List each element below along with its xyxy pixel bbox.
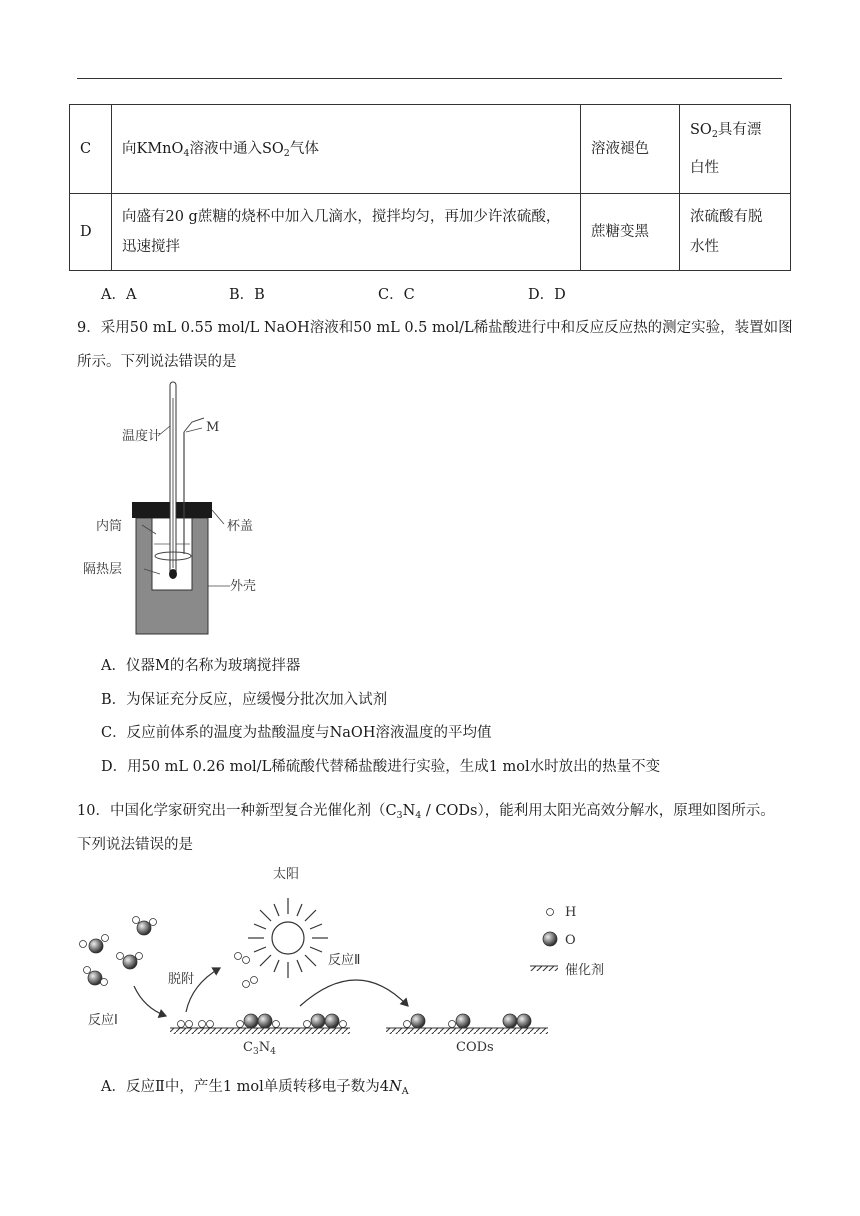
q10-stem: 10．中国化学家研究出一种新型复合光催化剂（$C_3N_4$ / CODs），能利用太阳光高效分解水，原理如图所示。 下列说法错误的是 bbox=[77, 803, 775, 853]
adsorbed-hydrogen-peroxide bbox=[304, 1014, 347, 1028]
row-option-label: D bbox=[70, 194, 112, 271]
cods-catalyst-surface bbox=[386, 1028, 548, 1034]
q9-option-c[interactable]: C．反应前体系的温度为盐酸温度与NaOH溶液温度的平均值 bbox=[101, 725, 492, 741]
hydrogen-atom-icon bbox=[547, 909, 554, 916]
legend bbox=[530, 905, 604, 978]
hydrogen-molecule bbox=[235, 953, 250, 964]
adsorbed-hydroxyl bbox=[404, 1014, 426, 1028]
experiment-table bbox=[69, 104, 791, 271]
choice-d[interactable]: D．D bbox=[528, 287, 566, 303]
adsorbed-hydrogen bbox=[178, 1021, 214, 1028]
reaction1-arrow bbox=[134, 986, 166, 1016]
row-option-label: C bbox=[70, 105, 112, 194]
label-thermometer: 温度计 bbox=[122, 429, 162, 444]
sun-icon bbox=[248, 898, 328, 978]
calorimeter-figure bbox=[83, 378, 300, 640]
row-phenomenon: 溶液褪色 bbox=[581, 105, 680, 194]
label-sun: 太阳 bbox=[273, 867, 300, 882]
label-shell: 外壳 bbox=[230, 579, 257, 594]
water-molecule bbox=[117, 953, 143, 970]
choice-c[interactable]: C．C bbox=[378, 287, 415, 303]
table-row bbox=[70, 194, 791, 271]
oxygen-atom-icon bbox=[543, 932, 557, 946]
choice-b[interactable]: B．B bbox=[229, 287, 265, 303]
label-c3n4: $C_3N_4$ bbox=[243, 1040, 276, 1057]
catalyst-icon bbox=[530, 966, 558, 971]
q10-option-a[interactable]: A．反应Ⅱ中，产生1 mol单质转移电子数为$4N_A$ bbox=[101, 1079, 409, 1097]
label-cods: CODs bbox=[456, 1040, 494, 1055]
q9-stem: 9．采用50 mL 0.55 mol/L NaOH溶液和50 mL 0.5 mol/L稀盐酸进行中和反应反应热的测定实验，装置如图 所示。下列说法错误的是 bbox=[77, 320, 793, 370]
table-row bbox=[70, 105, 791, 194]
legend-h: H bbox=[565, 905, 577, 920]
legend-o: O bbox=[565, 933, 576, 948]
label-reaction2: 反应Ⅱ bbox=[328, 953, 361, 968]
water-molecule bbox=[133, 917, 157, 936]
reaction2-arrow bbox=[300, 980, 408, 1006]
water-molecule bbox=[84, 967, 108, 986]
photocatalysis-figure bbox=[68, 858, 628, 1068]
q9-option-a[interactable]: A．仪器M的名称为玻璃搅拌器 bbox=[101, 658, 301, 674]
label-lid: 杯盖 bbox=[227, 519, 254, 534]
q9-option-d[interactable]: D．用50 mL 0.26 mol/L稀硫酸代替稀盐酸进行实验，生成1 mol水时放出的热量不变 bbox=[101, 759, 661, 775]
label-insulation: 隔热层 bbox=[83, 562, 123, 577]
water-molecule bbox=[80, 935, 109, 954]
oxygen-molecule bbox=[503, 1014, 531, 1028]
label-reaction1: 反应Ⅰ bbox=[88, 1013, 118, 1028]
row-experiment: 向KMnO$_4$溶液中通入$SO_2$气体 bbox=[112, 105, 581, 194]
row-experiment: 向盛有20 g蔗糖的烧杯中加入几滴水，搅拌均匀，再加少许浓硫酸， 迅速搅拌 bbox=[112, 194, 581, 271]
c3n4-catalyst-surface bbox=[170, 1028, 350, 1034]
adsorbed-hydrogen-peroxide bbox=[237, 1014, 280, 1028]
choice-a[interactable]: A．A bbox=[101, 287, 137, 303]
row-phenomenon: 蔗糖变黑 bbox=[581, 194, 680, 271]
label-desorption: 脱附 bbox=[168, 972, 195, 987]
label-m: M bbox=[206, 420, 220, 435]
row-conclusion: $SO_2$具有漂 白性 bbox=[680, 105, 791, 194]
label-inner-cup: 内筒 bbox=[96, 519, 123, 534]
header-rule bbox=[77, 78, 782, 79]
legend-catalyst: 催化剂 bbox=[565, 963, 605, 978]
adsorbed-hydroxyl bbox=[449, 1014, 471, 1028]
hydrogen-molecule bbox=[243, 977, 258, 988]
q9-option-b[interactable]: B．为保证充分反应，应缓慢分批次加入试剂 bbox=[101, 692, 388, 708]
row-conclusion: 浓硫酸有脱 水性 bbox=[680, 194, 791, 271]
